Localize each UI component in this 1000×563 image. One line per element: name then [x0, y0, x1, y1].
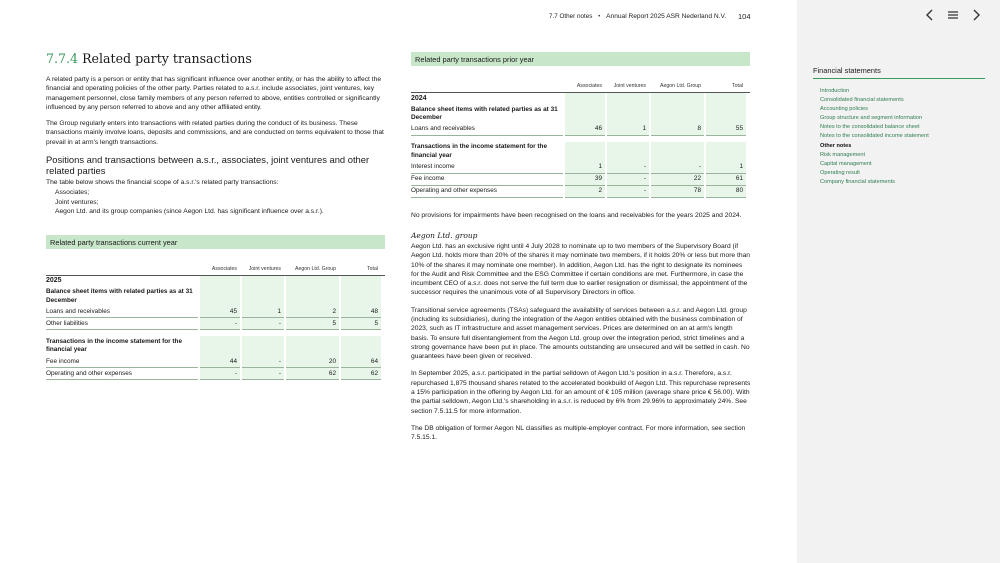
table-cell: 61: [706, 174, 746, 186]
table-cell: -: [200, 318, 240, 330]
table-cell: 1: [565, 162, 605, 174]
group-label: Balance sheet items with related parties as at 31 December: [46, 288, 193, 304]
menu-icon[interactable]: [947, 9, 959, 24]
table-title: Related party transactions prior year: [411, 52, 750, 66]
nav-item-notes-balance-sheet[interactable]: Notes to the consolidated balance sheet: [820, 124, 920, 131]
aegon-paragraph: In September 2025, a.s.r. participated in the partial selldown of Aegon Ltd.'s position in a.s.r. Therefore, a.s.r. repurchased 1,875 thousand shares related to the accelerated bookbuild of Aegon Ltd. This repurchase represents a 15% participation in the offering by Aegon Ltd. for an amount of € 105 million (average share price € 56.00). With the partial selldown, Aegon Ltd.'s shareholding in a.s.r. is reduced by 6% from 29.96% to approximately 24%. See section 7.5.11.5 for more information.: [411, 370, 751, 415]
header-report-title: Annual Report 2025 ASR Nederland N.V.: [606, 13, 727, 20]
group-label: Balance sheet items with related parties as at 31 December: [411, 105, 558, 121]
table-cell: 55: [706, 124, 746, 136]
table-cell: 8: [651, 124, 704, 136]
page-header: [549, 12, 751, 21]
table-cell: 2: [565, 186, 605, 198]
table-cell: 1: [242, 306, 284, 318]
group-label: Transactions in the income statement for the financial year: [46, 337, 183, 354]
year-label: 2024: [411, 94, 427, 102]
current-year-table: [46, 235, 385, 381]
table-cell: -: [607, 162, 649, 174]
table-cell: 62: [341, 368, 381, 380]
table-row: [411, 162, 750, 174]
table-cell: 5: [341, 318, 381, 330]
table-row: [411, 142, 750, 162]
toc: [813, 66, 985, 187]
section-heading: [46, 51, 386, 66]
nav-item-capital-management[interactable]: Capital management: [820, 160, 872, 167]
right-column: [411, 52, 751, 450]
header-separator: •: [598, 13, 601, 20]
column-header: Joint ventures: [248, 266, 281, 272]
table-header: [411, 73, 750, 93]
table-cell: 64: [341, 356, 381, 368]
aegon-paragraph: Transitional service agreements (TSAs) safeguard the availability of services between a.s.r. and Aegon Ltd. group (including its subsidiaries), during the integration of the Aegon entities obtained with the business combination of 2023, such as IT infrastructure and asset management services. Prices are determined on an at arm's length basis. To ensure full disentanglement from the Aegon Ltd. group over the integration period, strict timelines and a strong governance have been put in place. The amounts outstanding are unsecured and will be settled in cash. No guarantees have been given or received.: [411, 306, 750, 361]
column-header: Joint ventures: [613, 83, 646, 90]
table-row: [46, 356, 385, 368]
nav-item-notes-income-statement[interactable]: Notes to the consolidated income statement: [820, 133, 929, 140]
provisions-paragraph: No provisions for impairments have been recognised on the loans and receivables for the years 2025 and 2024.: [411, 211, 742, 219]
aegon-heading: Aegon Ltd. group: [411, 230, 478, 240]
row-label: Fee income: [46, 356, 198, 368]
table-cell: -: [200, 368, 240, 380]
table-cell: -: [242, 368, 284, 380]
table-intro-paragraph: The table below shows the financial scope of a.s.r.'s related party transactions:: [46, 179, 279, 187]
section-title: Related party transactions: [82, 51, 252, 66]
table-cell: 22: [651, 174, 704, 186]
row-label: Operating and other expenses: [46, 368, 198, 380]
header-section: 7.7 Other notes: [549, 13, 593, 20]
table-cell: -: [651, 162, 704, 174]
column-header: Total: [367, 266, 378, 272]
nav-item-company-financial-statements[interactable]: Company financial statements: [820, 178, 895, 185]
table-title: Related party transactions current year: [46, 235, 385, 249]
table-row: [411, 93, 750, 104]
chevron-right-icon[interactable]: [971, 9, 981, 24]
table-cell: 20: [286, 356, 339, 368]
table-cell: 5: [286, 318, 339, 330]
column-header: Associates: [576, 83, 602, 90]
list-item: Aegon Ltd. and its group companies (since Aegon Ltd. has significant influence over a.s.r.).: [55, 208, 324, 216]
table-cell: 80: [706, 186, 746, 198]
section-number: 7.7.4: [46, 51, 79, 66]
chevron-left-icon[interactable]: [925, 9, 935, 24]
row-label: Interest income: [411, 162, 563, 174]
toc-title: Financial statements: [813, 66, 985, 79]
column-header: Aegon Ltd. Group: [295, 266, 336, 272]
table-cell: -: [242, 318, 284, 330]
nav-item-introduction[interactable]: Introduction: [820, 88, 850, 94]
left-column: [46, 51, 386, 380]
nav-item-group-structure[interactable]: Group structure and segment information: [820, 115, 922, 122]
table-cell: 39: [565, 174, 605, 186]
transactions-paragraph: The Group regularly enters into transactions with related parties during the conduct of its business. These transactions mainly involve loans, deposits and commissions, and are conducted on terms equivalent to those that prevail in at arm's length transactions.: [46, 120, 384, 146]
year-label: 2025: [46, 277, 62, 285]
table-row: [411, 186, 750, 198]
aegon-paragraph: The DB obligation of former Aegon NL classifies as multiple-employer contract. For more information, see section 7.5.15.1.: [411, 424, 746, 442]
column-header: Total: [732, 83, 743, 90]
table-row: [411, 104, 750, 124]
column-header: Aegon Ltd. Group: [660, 83, 701, 90]
row-label: Other liabilities: [46, 318, 198, 330]
nav-item-consolidated-financial-statements[interactable]: Consolidated financial statements: [820, 97, 904, 104]
row-label: Loans and receivables: [46, 306, 198, 318]
table-cell: 1: [706, 162, 746, 174]
table-row: [46, 276, 385, 287]
table-cell: 78: [651, 186, 704, 198]
nav-item-operating-result[interactable]: Operating result: [820, 169, 860, 176]
prior-year-table: [411, 52, 750, 198]
positions-subheading: Positions and transactions between a.s.r., associates, joint ventures and other related parties: [46, 154, 370, 177]
row-label: Operating and other expenses: [411, 186, 563, 198]
navigation-panel: [797, 0, 1000, 563]
table-cell: 45: [200, 306, 240, 318]
related-party-list: [46, 188, 386, 216]
table-row: [411, 174, 750, 186]
table-cell: -: [242, 356, 284, 368]
table-cell: 44: [200, 356, 240, 368]
table-row: [46, 287, 385, 307]
nav-item-other-notes[interactable]: Other notes: [820, 142, 852, 149]
page-number: 104: [738, 12, 751, 21]
table-row: [46, 306, 385, 318]
nav-item-accounting-policies[interactable]: Accounting policies: [820, 106, 868, 113]
table-header: [46, 256, 385, 276]
table-cell: 48: [341, 306, 381, 318]
table-row: [46, 368, 385, 380]
row-label: Loans and receivables: [411, 124, 563, 136]
table-cell: 46: [565, 124, 605, 136]
intro-paragraph: A related party is a person or entity that has significant influence over another entity, or has the ability to affect the financial and operating policies of the other party. Parties related to a.s.r. include associates, joint ventures, key management personnel, close family members of any person referred to above, entities controlled or significantly influenced by any person referred to above and any other affiliated entity.: [46, 76, 382, 111]
row-label: Fee income: [411, 174, 563, 186]
list-item: Associates;: [55, 189, 90, 197]
aegon-paragraph: Aegon Ltd. has an exclusive right until 4 July 2028 to nominate up to two members of the Supervisory Board (if Aegon Ltd. holds more than 20% of the shares it may nominate two members, if it holds 20% or less but more than 10% of the shares it may nominate one member). In addition, Aegon Ltd. has the right to designate its nominees for the Audit and Risk Committee and the ESG Committee if certain conditions are met. Furthermore, in case the incumbent CEO of a.s.r. does not serve the full term due to earlier resignation or dismissal, the appointment of the successor requires the unanimous vote of all Supervisory Directors in office.: [411, 242, 751, 297]
table-cell: -: [607, 186, 649, 198]
nav-item-risk-management[interactable]: Risk management: [820, 151, 866, 158]
table-cell: 1: [607, 124, 649, 136]
table-cell: 2: [286, 306, 339, 318]
table-row: [411, 124, 750, 136]
table-row: [46, 336, 385, 356]
group-label: Transactions in the income statement for the financial year: [411, 143, 548, 159]
table-row: [46, 318, 385, 330]
table-cell: -: [607, 174, 649, 186]
column-header: Associates: [211, 266, 237, 272]
table-cell: 62: [286, 368, 339, 380]
list-item: Joint ventures;: [55, 198, 99, 206]
